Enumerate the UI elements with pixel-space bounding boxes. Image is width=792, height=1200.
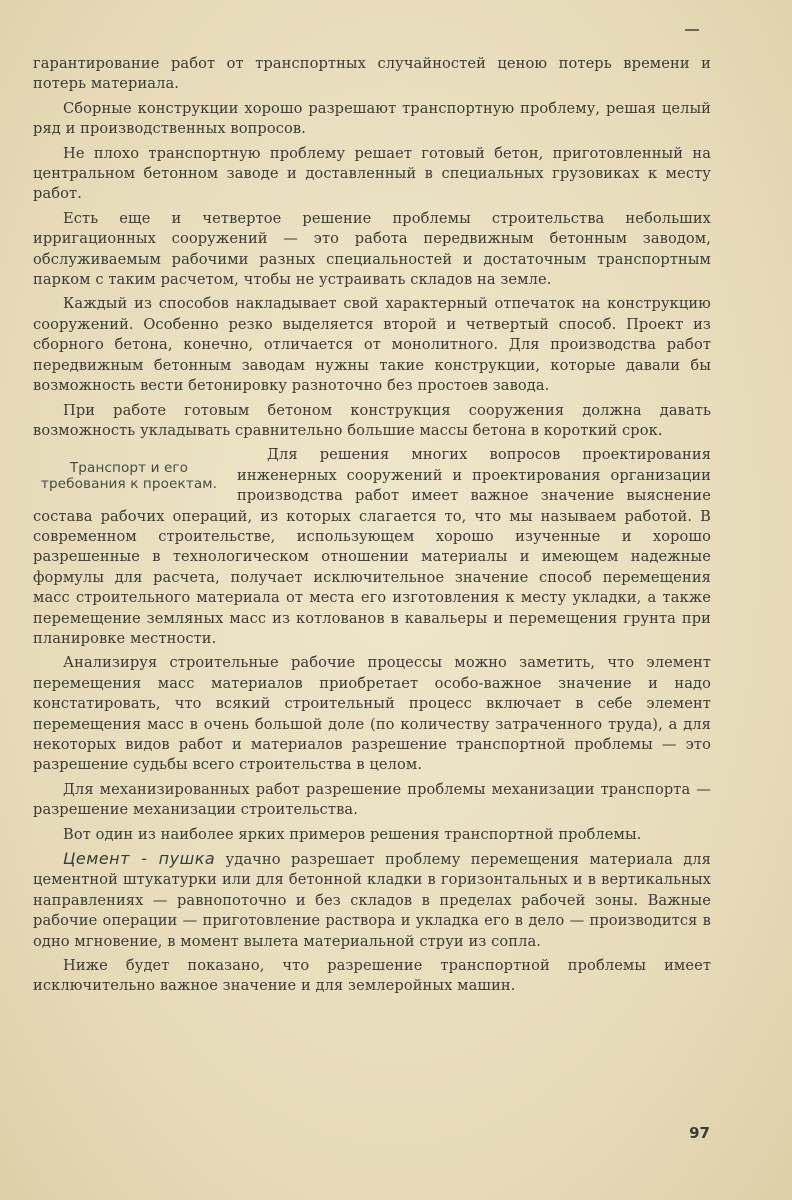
page-corner-mark bbox=[685, 29, 699, 31]
paragraph-3: Не плохо транспортную проблему решает готовый бетон, приготовленный на центральном бетонном заводе и доставленный в специальных грузовиках к месту работ. bbox=[33, 144, 711, 203]
page-number: 97 bbox=[689, 1124, 710, 1142]
paragraph-7: Для решения многих вопросов проектирования инженерных сооружений и проектирования организации производства работ имеет важное значение выяснение состава рабочих операций, из которых слагается то, что мы называем работой. В современном строительстве, использующем хорошо изученные и хорошо разрешенные в технологическом отношении материалы и имеющем надежные формулы для расчета, получает исключительное значение способ перемещения масс строительного материала от места его изготовления к месту укладки, а также перемещение земляных масс из котлованов в кавальеры и перемещения грунта при планировке местности. bbox=[33, 446, 711, 647]
paragraph-8: Анализируя строительные рабочие процессы можно заметить, что элемент перемещения масс материалов приобретает особо-важное значение и надо констатировать, что всякий строительный процесс включает в себе элемент перемещения масс в очень большой доле (по количеству затраченного труда), а для некоторых видов работ и материалов разрешение транспортной проблемы — это разрешение судьбы всего строительства в целом. bbox=[33, 654, 711, 774]
paragraph-12: Ниже будет показано, что разрешение транспортной проблемы имеет исключительно важное значение и для землеройных машин. bbox=[33, 957, 711, 995]
paragraph-2: Сборные конструкции хорошо разрешают транспортную проблему, решая целый ряд и производственных вопросов. bbox=[33, 99, 711, 138]
paragraph-10: Вот один из наиболее ярких примеров решения транспортной проблемы. bbox=[63, 825, 642, 843]
paragraph-11 bbox=[33, 849, 711, 952]
paragraph-1: гарантирование работ от транспортных случайностей ценою потерь времени и потерь материала. bbox=[33, 55, 711, 93]
paragraph-9: Для механизированных работ разрешение проблемы механизации транспорта — разрешение механизации строительства. bbox=[33, 780, 711, 819]
paragraph-4: Есть еще и четвертое решение проблемы строительства небольших ирригационных сооружений — это работа передвижным бетонным заводом, обслуживаемым рабочими разных специальностей и достаточным транспортным парком с таким расчетом, чтобы не устраивать складов на земле. bbox=[33, 209, 711, 289]
paragraph-11-text: удачно разрешает проблему перемещения материала для цементной штукатурки или для бетонной кладки в горизонтальных и в вертикальных направлениях — равнопоточно и без складов в пределах рабочей зоны. Важные рабочие операции — приготовление раствора и укладка его в дело — производится в одно мгновение, в момент вылета материальной струи из сопла. bbox=[33, 851, 711, 950]
page-body bbox=[33, 54, 711, 1001]
paragraph-5: Каждый из способов накладывает свой характерный отпечаток на конструкцию сооружений. Особенно резко выделяется второй и четвертый способ. Проект из сборного бетона, конечно, отличается от монолитного. Для производства работ передвижным бетонным заводам нужны такие конструкции, которые давали бы возможность вести бетонировку разноточно без простоев завода. bbox=[33, 295, 711, 395]
sidenote-section bbox=[33, 445, 711, 649]
cement-gun-term: Цемент - пушка bbox=[63, 849, 216, 869]
paragraph-6: При работе готовым бетоном конструкция сооружения должна давать возможность укладывать сравнительно большие массы бетона в короткий срок. bbox=[33, 401, 711, 439]
margin-note: Транспорт и его требования к проектам. bbox=[40, 460, 218, 492]
